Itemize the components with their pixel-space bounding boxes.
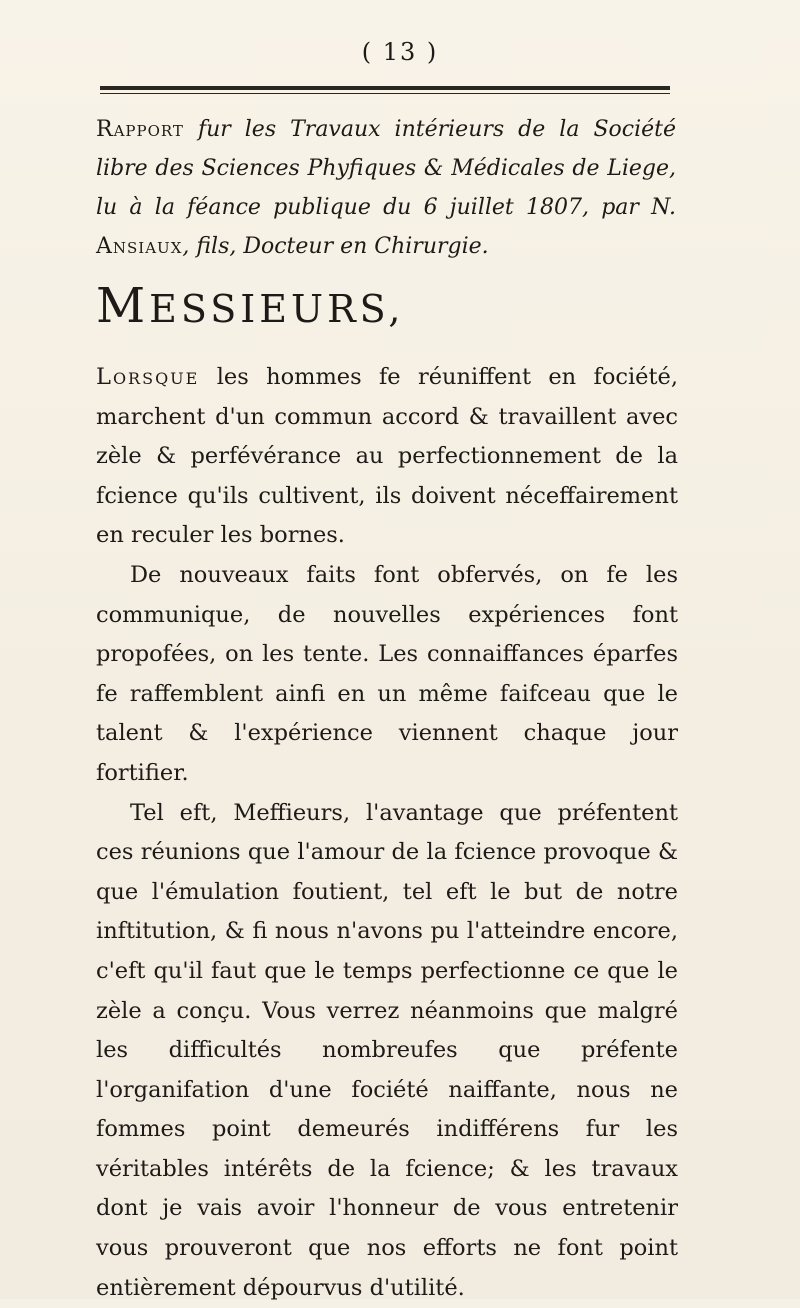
paragraph-2: De nouveaux faits font obfervés, on fe les communique, de nouvelles expériences font propofées, on les tente. Les connaiffances éparfes fe raffemblent ainfi en un même faifceau que le talent & l'expérience viennent chaque jour fortifier. [96, 561, 678, 786]
paragraph-1-lead: Lorsque [96, 364, 200, 390]
report-header [96, 110, 676, 266]
header-title-lead: Rapport [96, 117, 184, 142]
header-title-rest: fur les Travaux intérieurs de la Société libre des Sciences Phyfiques & Médicales de Liege, lu à la féance publique du 6 juillet 1807, par N. [96, 117, 677, 220]
salutation-rest: ESSIEURS, [149, 287, 405, 331]
header-rule-thin [100, 93, 670, 94]
header-author: Ansiaux [96, 234, 183, 259]
paragraph-1 [96, 358, 678, 556]
paragraph-3: Tel eft, Meffieurs, l'avantage que préfentent ces réunions que l'amour de la fcience provoque & que l'émulation foutient, tel eft le but de notre inftitution, & fi nous n'avons pu l'atteindre encore, c'eft qu'il faut que le temps perfectionne ce que le zèle a conçu. Vous verrez néanmoins que malgré les difficultés nombreufes que préfente l'organifation d'une fociété naiffante, nous ne fommes point demeurés indifférens fur les véritables intérêts de la fcience; & les travaux dont je vais avoir l'honneur de vous entretenir vous prouveront que nos efforts ne font point entièrement dépourvus d'utilité. [96, 799, 678, 1301]
paragraph-1-text: les hommes fe réuniffent en fociété, marchent d'un commun accord & travaillent avec zèle & perfévérance au perfectionnement de la fcience qu'ils cultivent, ils doivent néceffairement en reculer les bornes. [96, 364, 678, 549]
page-number: ( 13 ) [361, 38, 439, 66]
salutation-initial: M [96, 278, 150, 334]
header-author-rest: , fils, Docteur en Chirurgie. [182, 234, 489, 259]
body-text [96, 358, 678, 1308]
salutation [96, 278, 676, 337]
header-rule-thick [100, 86, 670, 90]
